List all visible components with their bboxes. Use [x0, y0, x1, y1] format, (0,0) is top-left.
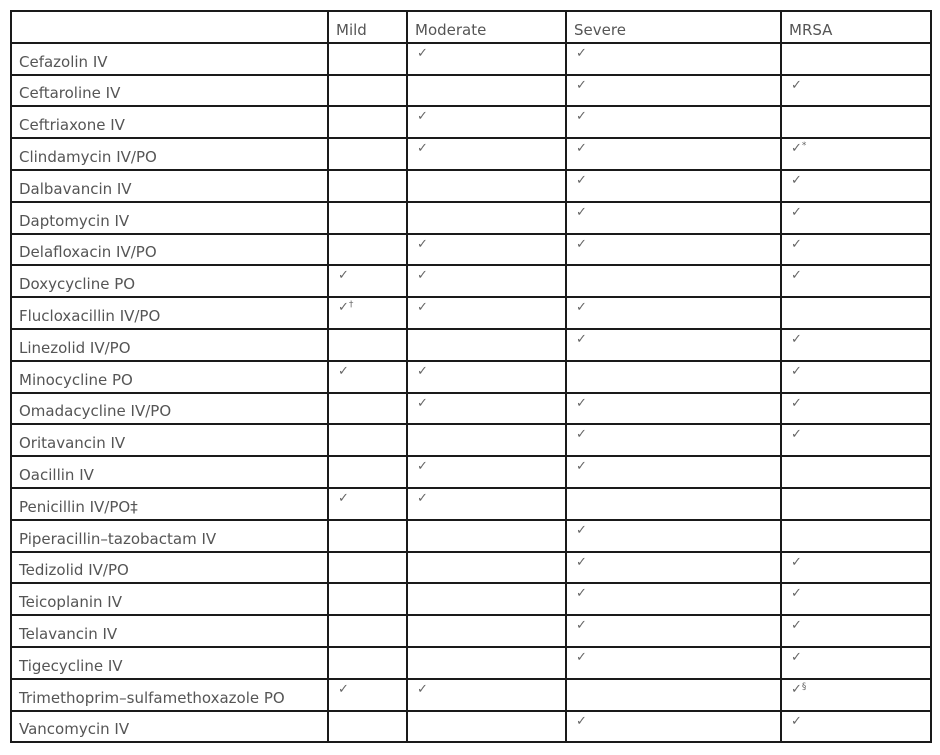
table-row: [11, 711, 931, 743]
mrsa-check-cell: ✓: [781, 202, 931, 234]
mrsa-check-cell: ✓: [781, 234, 931, 266]
mrsa-check-cell: ✓: [781, 393, 931, 425]
moderate-check-cell: ✓: [407, 234, 566, 266]
moderate-check-cell: [407, 647, 566, 679]
moderate-check-cell: [407, 520, 566, 552]
mrsa-check-cell: ✓: [781, 75, 931, 107]
table-row: [11, 106, 931, 138]
mild-check-cell: [328, 647, 407, 679]
header-moderate: Moderate: [407, 11, 566, 43]
drug-name-cell: Tigecycline IV: [11, 647, 328, 679]
moderate-check-cell: ✓: [407, 361, 566, 393]
moderate-check-cell: [407, 202, 566, 234]
mrsa-check-cell: ✓: [781, 583, 931, 615]
mild-check-cell: [328, 615, 407, 647]
drug-name-cell: Omadacycline IV/PO: [11, 393, 328, 425]
mrsa-check-cell: ✓: [781, 647, 931, 679]
moderate-check-cell: ✓: [407, 43, 566, 75]
header-cell-blank: [11, 11, 328, 43]
mild-check-cell: [328, 711, 407, 743]
mild-check-cell: [328, 520, 407, 552]
mild-check-cell: ✓: [328, 361, 407, 393]
header-severe: Severe: [566, 11, 781, 43]
footnote-marker: *: [801, 141, 807, 152]
drug-name-cell: Doxycycline PO: [11, 265, 328, 297]
mild-check-cell: [328, 170, 407, 202]
moderate-check-cell: [407, 75, 566, 107]
table-row: [11, 138, 931, 170]
severe-check-cell: ✓: [566, 520, 781, 552]
mild-check-cell: ✓†: [328, 297, 407, 329]
drug-name-cell: Vancomycin IV: [11, 711, 328, 743]
severe-check-cell: ✓: [566, 456, 781, 488]
table-row: [11, 583, 931, 615]
mrsa-check-cell: ✓: [781, 615, 931, 647]
header-mrsa: MRSA: [781, 11, 931, 43]
mild-check-cell: [328, 552, 407, 584]
mild-check-cell: [328, 393, 407, 425]
mrsa-check-cell: ✓: [781, 361, 931, 393]
moderate-check-cell: ✓: [407, 106, 566, 138]
moderate-check-cell: [407, 329, 566, 361]
drug-name-cell: Trimethoprim–sulfamethoxazole PO: [11, 679, 328, 711]
mrsa-check-cell: ✓: [781, 424, 931, 456]
drug-name-cell: Flucloxacillin IV/PO: [11, 297, 328, 329]
antibiotic-severity-table: [10, 10, 932, 743]
header-mild: Mild: [328, 11, 407, 43]
table-row: [11, 647, 931, 679]
moderate-check-cell: ✓: [407, 679, 566, 711]
drug-name-cell: Oacillin IV: [11, 456, 328, 488]
mrsa-check-cell: [781, 456, 931, 488]
drug-name-cell: Ceftriaxone IV: [11, 106, 328, 138]
drug-name-cell: Teicoplanin IV: [11, 583, 328, 615]
drug-name-cell: Clindamycin IV/PO: [11, 138, 328, 170]
table-row: [11, 234, 931, 266]
severe-check-cell: ✓: [566, 552, 781, 584]
moderate-check-cell: [407, 424, 566, 456]
drug-name-cell: Daptomycin IV: [11, 202, 328, 234]
mrsa-check-cell: [781, 520, 931, 552]
table-body: [11, 43, 931, 743]
severe-check-cell: ✓: [566, 234, 781, 266]
drug-name-cell: Penicillin IV/PO‡: [11, 488, 328, 520]
moderate-check-cell: ✓: [407, 138, 566, 170]
mrsa-check-cell: ✓*: [781, 138, 931, 170]
table-row: [11, 488, 931, 520]
table-row: [11, 361, 931, 393]
mrsa-check-cell: ✓: [781, 265, 931, 297]
drug-name-cell: Linezolid IV/PO: [11, 329, 328, 361]
table-row: [11, 456, 931, 488]
table-row: [11, 552, 931, 584]
table-row: [11, 520, 931, 552]
table-row: [11, 297, 931, 329]
drug-name-cell: Minocycline PO: [11, 361, 328, 393]
moderate-check-cell: [407, 583, 566, 615]
table-row: [11, 202, 931, 234]
mrsa-check-cell: ✓: [781, 329, 931, 361]
mild-check-cell: [328, 138, 407, 170]
moderate-check-cell: ✓: [407, 265, 566, 297]
moderate-check-cell: [407, 615, 566, 647]
severe-check-cell: ✓: [566, 329, 781, 361]
severe-check-cell: ✓: [566, 711, 781, 743]
moderate-check-cell: ✓: [407, 456, 566, 488]
severe-check-cell: [566, 679, 781, 711]
moderate-check-cell: ✓: [407, 297, 566, 329]
severe-check-cell: ✓: [566, 393, 781, 425]
drug-name-cell: Piperacillin–tazobactam IV: [11, 520, 328, 552]
mrsa-check-cell: [781, 106, 931, 138]
severe-check-cell: ✓: [566, 170, 781, 202]
severe-check-cell: ✓: [566, 647, 781, 679]
drug-name-cell: Dalbavancin IV: [11, 170, 328, 202]
mrsa-check-cell: [781, 488, 931, 520]
header-row: [11, 11, 931, 43]
table-row: [11, 43, 931, 75]
mild-check-cell: [328, 43, 407, 75]
severe-check-cell: [566, 361, 781, 393]
mrsa-check-cell: ✓: [781, 711, 931, 743]
severe-check-cell: ✓: [566, 138, 781, 170]
mild-check-cell: [328, 456, 407, 488]
severe-check-cell: ✓: [566, 202, 781, 234]
drug-name-cell: Cefazolin IV: [11, 43, 328, 75]
moderate-check-cell: [407, 552, 566, 584]
severe-check-cell: ✓: [566, 43, 781, 75]
drug-name-cell: Ceftaroline IV: [11, 75, 328, 107]
mrsa-check-cell: [781, 43, 931, 75]
severe-check-cell: ✓: [566, 106, 781, 138]
mild-check-cell: [328, 106, 407, 138]
footnote-marker: †: [348, 300, 354, 311]
moderate-check-cell: ✓: [407, 488, 566, 520]
severe-check-cell: ✓: [566, 297, 781, 329]
table-row: [11, 170, 931, 202]
mild-check-cell: [328, 424, 407, 456]
table-row: [11, 265, 931, 297]
table-row: [11, 615, 931, 647]
moderate-check-cell: ✓: [407, 393, 566, 425]
severe-check-cell: ✓: [566, 75, 781, 107]
drug-name-cell: Telavancin IV: [11, 615, 328, 647]
mild-check-cell: [328, 75, 407, 107]
table-row: [11, 424, 931, 456]
footnote-marker: §: [801, 681, 807, 692]
table-row: [11, 329, 931, 361]
mild-check-cell: ✓: [328, 679, 407, 711]
severe-check-cell: ✓: [566, 615, 781, 647]
mild-check-cell: ✓: [328, 265, 407, 297]
drug-name-cell: Tedizolid IV/PO: [11, 552, 328, 584]
moderate-check-cell: [407, 170, 566, 202]
drug-name-cell: Oritavancin IV: [11, 424, 328, 456]
mild-check-cell: ✓: [328, 488, 407, 520]
severe-check-cell: ✓: [566, 583, 781, 615]
mrsa-check-cell: [781, 297, 931, 329]
drug-name-cell: Delafloxacin IV/PO: [11, 234, 328, 266]
mrsa-check-cell: ✓: [781, 552, 931, 584]
table-row: [11, 75, 931, 107]
mild-check-cell: [328, 583, 407, 615]
mrsa-check-cell: ✓: [781, 170, 931, 202]
severe-check-cell: ✓: [566, 424, 781, 456]
table-row: [11, 679, 931, 711]
mrsa-check-cell: ✓§: [781, 679, 931, 711]
severe-check-cell: [566, 488, 781, 520]
mild-check-cell: [328, 329, 407, 361]
table-row: [11, 393, 931, 425]
mild-check-cell: [328, 202, 407, 234]
severe-check-cell: [566, 265, 781, 297]
moderate-check-cell: [407, 711, 566, 743]
mild-check-cell: [328, 234, 407, 266]
